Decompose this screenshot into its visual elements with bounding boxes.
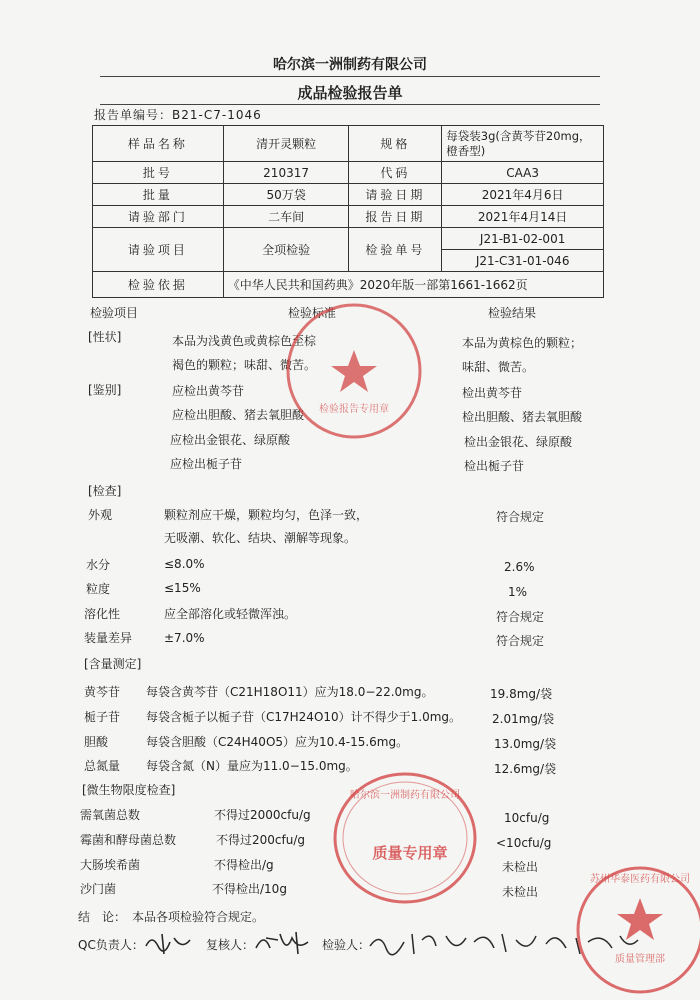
report-number xyxy=(94,108,262,122)
dept-label: 请验部门 xyxy=(93,206,224,228)
micro-name-1: 需氧菌总数 xyxy=(80,808,141,822)
assay-name-4: 总氮量 xyxy=(84,759,121,773)
appearance-res: 符合规定 xyxy=(496,510,545,524)
water-std: ≤8.0% xyxy=(164,557,205,571)
micro-res-2: <10cfu/g xyxy=(496,836,552,850)
item-value: 全项检验 xyxy=(223,228,349,272)
stamp-inspection-seal xyxy=(283,300,425,442)
svg-text:苏州华泰医药有限公司: 苏州华泰医药有限公司 xyxy=(590,874,690,885)
company-name: 哈尔滨一洲制药有限公司 xyxy=(273,57,427,73)
assay-res-3: 13.0mg/袋 xyxy=(494,737,557,751)
request-date-label: 请验日期 xyxy=(349,184,442,206)
solubility-std: 应全部溶化或轻微浑浊。 xyxy=(164,607,297,621)
report-title: 成品检验报告单 xyxy=(297,84,403,102)
micro-name-3: 大肠埃希菌 xyxy=(80,858,141,872)
stamp-suzhou-text: 质量管理部 xyxy=(615,954,665,965)
character-std-1: 本品为浅黄色或黄棕色至棕 xyxy=(172,334,317,348)
reviewer-label: 复核人： xyxy=(206,938,255,952)
assay-std-1: 每袋含黄芩苷（C21H18O11）应为18.0−22.0mg。 xyxy=(146,685,434,699)
basis-label: 检验依据 xyxy=(93,272,224,298)
ident-std-1: 应检出黄芩苷 xyxy=(172,384,245,398)
appearance-std-1: 颗粒剂应干燥，颗粒均匀，色泽一致， xyxy=(164,508,369,522)
section-character: [性状] xyxy=(88,330,122,344)
assay-res-4: 12.6mg/袋 xyxy=(494,762,557,776)
svg-text:哈尔滨一洲制药有限公司: 哈尔滨一洲制药有限公司 xyxy=(350,790,460,801)
micro-res-3: 未检出 xyxy=(502,860,539,874)
character-std-2: 褐色的颗粒；味甜、微苦。 xyxy=(172,358,317,372)
micro-res-4: 未检出 xyxy=(502,885,539,899)
appearance-std-2: 无吸潮、软化、结块、潮解等现象。 xyxy=(164,531,357,545)
ident-res-4: 检出栀子苷 xyxy=(464,459,525,473)
section-inspection: [检查] xyxy=(88,484,122,498)
qc-signature xyxy=(142,928,194,958)
assay-res-1: 19.8mg/袋 xyxy=(490,687,553,701)
particle-res: 1% xyxy=(508,585,528,599)
section-micro: [微生物限度检查] xyxy=(82,783,176,797)
spec-value: 每袋装3g(含黄芩苷20mg，橙香型) xyxy=(442,126,604,162)
section-assay: [含量测定] xyxy=(84,657,142,671)
assay-name-2: 栀子苷 xyxy=(84,710,121,724)
character-res-2: 味甜、微苦。 xyxy=(462,360,535,374)
ident-std-3: 应检出金银花、绿原酸 xyxy=(170,433,291,447)
sample-name: 清开灵颗粒 xyxy=(223,126,349,162)
col-standard-header: 检验标准 xyxy=(288,306,337,320)
col-result-header: 检验结果 xyxy=(488,306,537,320)
solubility-name: 溶化性 xyxy=(84,607,121,621)
assay-name-3: 胆酸 xyxy=(84,735,109,749)
batch-no-label: 批号 xyxy=(93,162,224,184)
conclusion: 结 论： 本品各项检验符合规定。 xyxy=(78,910,265,924)
code-value: CAA3 xyxy=(442,162,604,184)
solubility-res: 符合规定 xyxy=(496,610,545,624)
dept-value: 二车间 xyxy=(223,206,349,228)
code-label: 代码 xyxy=(349,162,442,184)
batch-size-label: 批量 xyxy=(93,184,224,206)
particle-std: ≤15% xyxy=(164,581,201,595)
section-identification: [鉴别] xyxy=(88,383,122,397)
report-number-value: B21-C7-1046 xyxy=(172,108,262,122)
appearance-name: 外观 xyxy=(88,508,113,522)
assay-std-4: 每袋含氮（N）量应为11.0−15.0mg。 xyxy=(146,759,358,773)
report-date-label: 报告日期 xyxy=(349,206,442,228)
water-res: 2.6% xyxy=(504,560,535,574)
micro-res-1: 10cfu/g xyxy=(504,811,550,825)
stamp-quality-seal xyxy=(330,768,480,908)
micro-std-4: 不得检出/10g xyxy=(212,882,287,896)
batch-size: 50万袋 xyxy=(223,184,349,206)
fill-res: 符合规定 xyxy=(496,634,545,648)
spec-label: 规格 xyxy=(349,126,442,162)
col-item-header: 检验项目 xyxy=(90,306,139,320)
report-number-label: 报告单编号： xyxy=(94,108,173,122)
info-table xyxy=(92,125,604,298)
sample-name-label: 样品名称 xyxy=(93,126,224,162)
item-label: 请验项目 xyxy=(93,228,224,272)
assay-name-1: 黄芩苷 xyxy=(84,685,121,699)
fill-name: 装量差异 xyxy=(84,631,133,645)
ident-std-4: 应检出栀子苷 xyxy=(170,457,243,471)
header-rule xyxy=(100,76,600,77)
micro-std-3: 不得检出/g xyxy=(214,858,274,872)
micro-name-2: 霉菌和酵母菌总数 xyxy=(80,833,177,847)
stamp-inspection-text: 检验报告专用章 xyxy=(319,404,389,415)
character-res-1: 本品为黄棕色的颗粒； xyxy=(462,336,583,350)
micro-name-4: 沙门菌 xyxy=(80,882,117,896)
micro-std-1: 不得过2000cfu/g xyxy=(214,808,311,822)
assay-std-3: 每袋含胆酸（C24H40O5）应为10.4-15.6mg。 xyxy=(146,735,409,749)
ident-std-2: 应检出胆酸、猪去氧胆酸 xyxy=(172,408,305,422)
doc-no-1: J21-B1-02-001 xyxy=(442,228,604,250)
ident-res-2: 检出胆酸、猪去氧胆酸 xyxy=(462,410,583,424)
assay-res-2: 2.01mg/袋 xyxy=(492,712,555,726)
inspector-label: 检验人： xyxy=(322,938,371,952)
doc-no-2: J21-C31-01-046 xyxy=(442,250,604,272)
title-rule xyxy=(100,104,600,105)
qc-label: QC负责人： xyxy=(78,938,144,952)
fill-std: ±7.0% xyxy=(164,631,205,645)
stamp-quality-text: 质量专用章 xyxy=(372,844,448,862)
stamp-suzhou-seal xyxy=(572,858,700,1000)
particle-name: 粒度 xyxy=(86,582,111,596)
doc-no-label: 检验单号 xyxy=(349,228,442,272)
assay-std-2: 每袋含栀子以栀子苷（C17H24O10）计不得少于1.0mg。 xyxy=(146,710,462,724)
request-date: 2021年4月6日 xyxy=(442,184,604,206)
reviewer-signature xyxy=(252,928,314,958)
micro-std-2: 不得过200cfu/g xyxy=(216,833,305,847)
ident-res-1: 检出黄芩苷 xyxy=(462,386,523,400)
report-date: 2021年4月14日 xyxy=(442,206,604,228)
basis-value: 《中华人民共和国药典》2020年版一部第1661-1662页 xyxy=(223,272,603,298)
water-name: 水分 xyxy=(86,558,111,572)
ident-res-3: 检出金银花、绿原酸 xyxy=(464,435,573,449)
batch-no: 210317 xyxy=(223,162,349,184)
